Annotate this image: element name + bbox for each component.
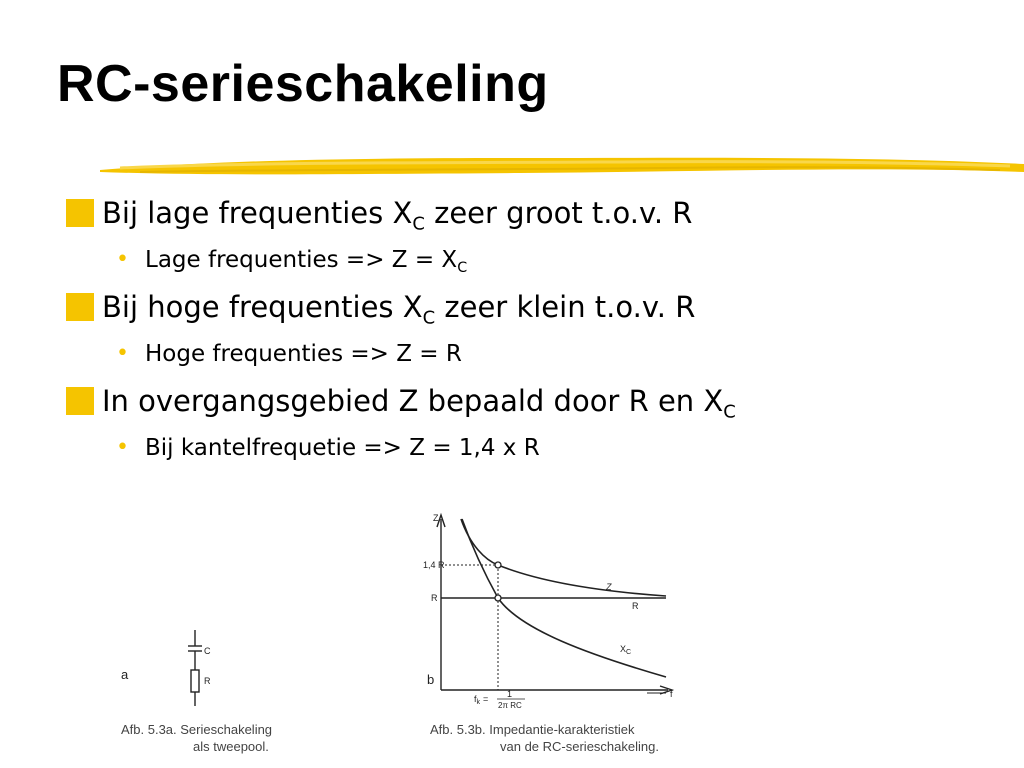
slide-title: RC-serieschakeling [57,55,549,113]
bullet-level1: Bij lage frequenties $X_C$ zeer groot t.o.v. R [66,196,996,230]
square-bullet-icon [66,387,94,415]
fig-a-caption-line2: als tweepool. [193,739,269,754]
fk-label: $f_k$ = [474,694,489,706]
figures [100,505,720,765]
fig-a-res-label: R [204,676,211,686]
dot-bullet-icon: • [116,247,129,272]
curve-label-r: R [632,601,639,611]
dot-bullet-icon: • [116,435,129,460]
fig-a-cap-label: C [204,646,211,656]
point-r [495,595,501,601]
title-underline-stroke [100,150,1024,186]
fig-a-caption-line1: Afb. 5.3a. Serieschakeling [121,722,273,737]
x-axis-label: f [670,689,673,699]
curve-label-xc: $X_C$ [620,644,632,656]
z-curve [461,519,666,596]
bullet-level2: • Lage frequenties => $Z = X_C$ [116,247,468,276]
square-bullet-icon [66,199,94,227]
bullet-level2: • Bij kantelfrequetie => Z = 1,4 x R [116,435,540,461]
point-z [495,562,501,568]
bullet-list [66,196,996,478]
square-bullet-icon [66,293,94,321]
tick-label-r: R [431,593,438,603]
fk-numerator: 1 [507,689,513,699]
tick-label-14r: 1,4 R [423,560,445,570]
bullet-level1: Bij hoge frequenties $X_C$ zeer klein t.o.v. R [66,290,996,324]
fig-b-caption-line1: Afb. 5.3b. Impedantie-karakteristiek [430,722,635,737]
dot-bullet-icon: • [116,341,129,366]
bullet-level1: In overgangsgebied Z bepaald door R en $X_C$ [66,384,996,418]
fk-denominator: 2π RC [498,701,522,710]
fig-a-letter: a [121,667,129,682]
fig-b-letter: b [427,672,435,687]
bullet-level2: • Hoge frequenties => Z = R [116,341,462,367]
y-axis-label: Z [433,513,439,523]
curve-label-z: Z [606,582,612,592]
figure-a-circuit [188,630,202,706]
fig-b-caption-line2: van de RC-serieschakeling. [500,739,659,754]
